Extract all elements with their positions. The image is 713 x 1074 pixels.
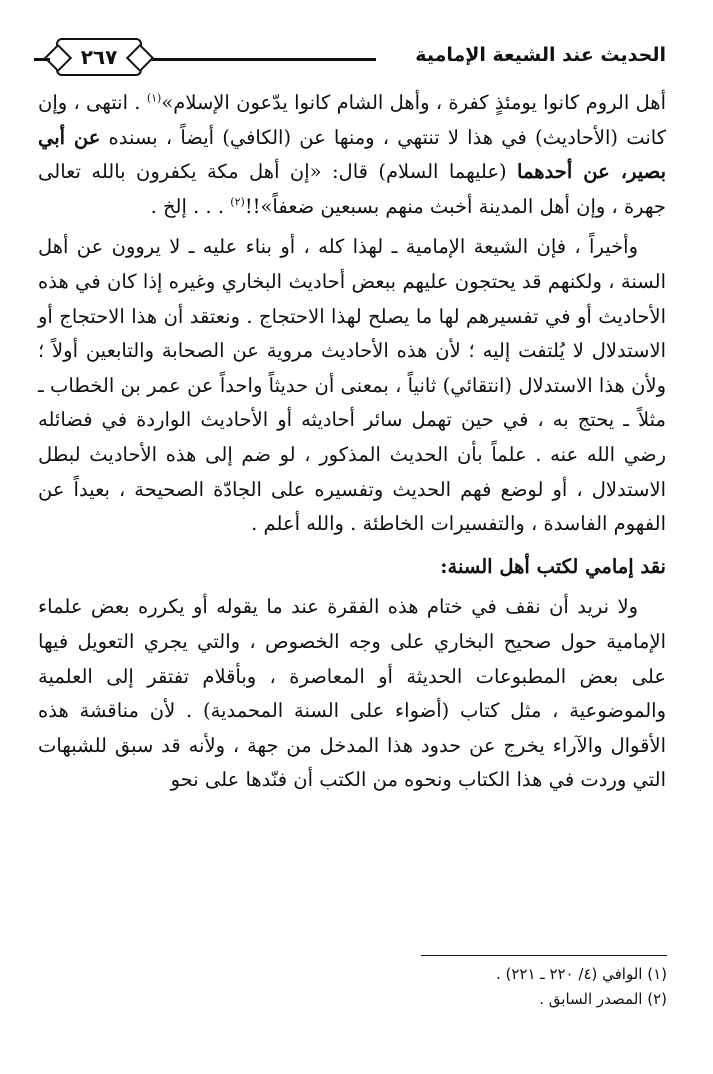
header-rule-end [34, 58, 50, 61]
footnotes [267, 962, 667, 1012]
bold-text: عن أبي بصير، عن أحدهما [38, 125, 666, 184]
footnote-1: (١) الوافي (٤/ ٢٢٠ ـ ٢٢١) . [495, 965, 667, 983]
page-number-badge [56, 38, 142, 76]
text-run: . انتهى ، وإن كانت (الأحاديث) في هذا لا تنتهي ، ومنها عن (الكافي) أيضاً ، بسنده [38, 91, 666, 149]
section-heading: نقد إمامي لكتب أهل السنة: [440, 554, 666, 578]
header-rule [146, 58, 376, 61]
running-title: الحديث عند الشيعة الإمامية [415, 44, 666, 66]
paragraph-1 [38, 86, 666, 224]
footnote-2: (٢) المصدر السابق . [539, 990, 667, 1008]
footnote-divider [421, 955, 667, 956]
footnote-ref-2: (٢) [230, 195, 245, 209]
text-run: أهل الروم كانوا يومئذٍ كفرة ، وأهل الشام كانوا يدّعون الإسلام» [161, 91, 666, 114]
footnote-ref-1: (١) [146, 91, 162, 105]
text-run: (عليهما السلام) قال: «إن أهل مكة يكفرون بالله تعالى جهرة ، وإن أهل المدينة أخبث منهم بسبعين ضعفاً»!! [38, 160, 666, 218]
page-header [34, 38, 666, 82]
main-text [38, 86, 666, 798]
paragraph-3: ولا نريد أن نقف في ختام هذه الفقرة عند ما يقوله أو يكرره بعض علماء الإمامية حول صحيح البخاري على وجه الخصوص ، والتي يجري التعويل فيها على بعض المطبوعات الحديثة أو المعاصرة ، وبأقلام تفتقر إلى العلمية والموضوعية ، مثل كتاب (أضواء على السنة المحمدية) . لأن مناقشة هذه الأقوال والآراء يخرج عن حدود هذا المدخل من جهة ، ولأنه قد سبق للشبهات التي وردت في هذا الكتاب ونحوه من الكتب أن فنّدها على نحو [38, 595, 666, 792]
paragraph-2: وأخيراً ، فإن الشيعة الإمامية ـ لهذا كله ، أو بناء عليه ـ لا يروون عن أهل السنة ، ولكنهم قد يحتجون عليهم ببعض أحاديث البخاري وغيره إذا كان في هذه الأحاديث أو في تفسيرهم لها ما يصلح لهذا الاحتجاج . ونعتقد أن هذا الاحتجاج أو الاستدلال لا يُلتفت إليه ؛ لأن هذه الأحاديث مروية عن الصحابة والتابعين أولاً ؛ ولأن هذا الاستدلال (انتقائي) ثانياً ، بمعنى أن حديثاً واحداً عن عمر بن الخطاب ـ مثلاً ـ يحتج به ، في حين تهمل سائر أحاديثه أو الأحاديث الواردة في فضائله رضي الله عنه . علماً بأن الحديث المذكور ، لو ضم إلى هذه الأحاديث لبطل الاستدلال ، أو لوضع فهم الحديث وتفسيره على الجادّة الصحيحة ، بعيداً عن الفهوم الفاسدة ، والتفسيرات الخاطئة . والله أعلم . [38, 235, 666, 536]
text-run: . . . إلخ . [150, 194, 231, 218]
page-number: ٢٦٧ [80, 45, 118, 69]
